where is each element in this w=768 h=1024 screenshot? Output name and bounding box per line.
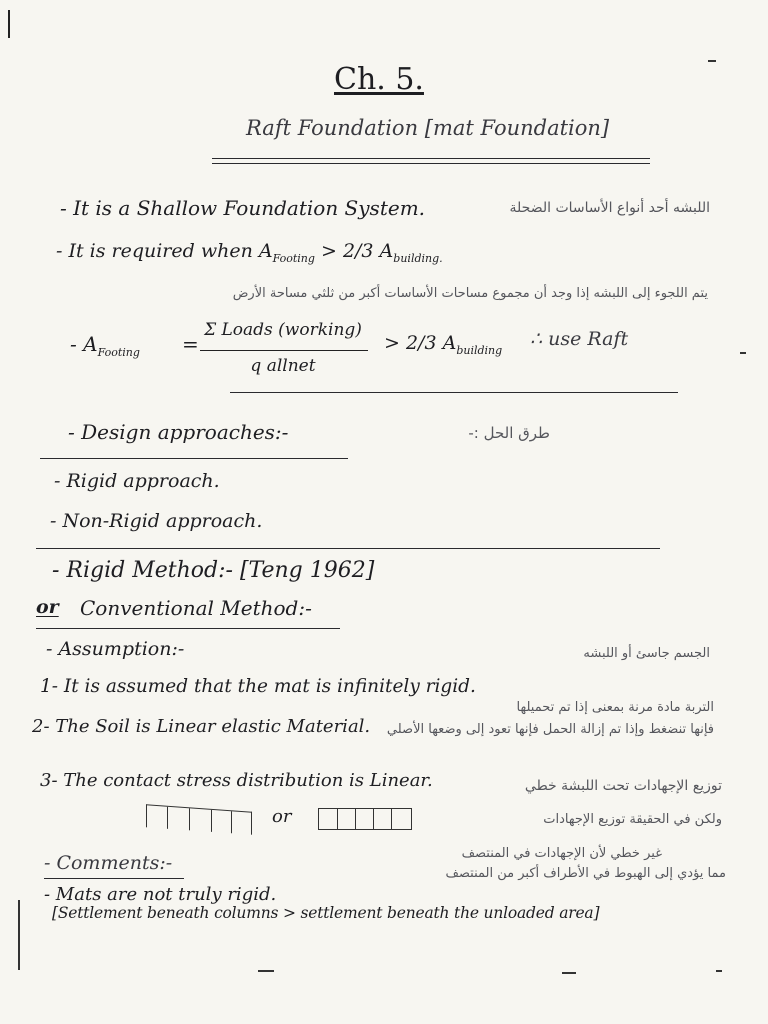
or-label: or (36, 596, 59, 618)
assumption-2: 2- The Soil is Linear elastic Material. (32, 716, 371, 737)
section-divider (230, 392, 678, 393)
stress-diagram-trapezoidal (146, 804, 252, 834)
section-divider (36, 548, 660, 549)
formula-rhs-text: > 2/3 A (384, 332, 457, 354)
chapter-title: Ch. 5. (334, 62, 424, 97)
assumption-arabic: الجسم جاسئ أو اللبشه (583, 646, 710, 661)
assumption-2-arabic-2: فإنها تنضغط وإذا تم إزالة الحمل فإنها تعود إلى وضعها الأصلي (386, 722, 714, 737)
formula-lhs-text: - A (70, 332, 98, 356)
ink-dot (708, 60, 716, 62)
rigid-heading: - Rigid Method:- [Teng 1962] (52, 558, 375, 583)
line2-sub2: building. (393, 251, 443, 265)
ink-dot (258, 970, 274, 972)
comments-arabic-2: مما يؤدي إلى الهبوط في الأطراف أكبر من المنتصف (445, 866, 726, 881)
design-item-rigid: - Rigid approach. (54, 470, 220, 492)
design-heading-arabic: طرق الحل :- (468, 424, 550, 442)
formula-result: ∴ use Raft (530, 328, 629, 350)
assumption-heading: - Assumption:- (46, 638, 185, 660)
fraction-bar (200, 350, 368, 351)
formula-denominator: q allnet (250, 356, 316, 376)
comments-underline (44, 878, 184, 879)
assumption-3: 3- The contact stress distribution is Linear. (40, 770, 433, 791)
line2-mid: > 2/3 A (320, 240, 394, 262)
heading-underline (40, 458, 348, 459)
comments-heading: - Comments:- (44, 852, 173, 874)
design-item-non-rigid: - Non-Rigid approach. (50, 510, 263, 532)
formula-lhs (70, 332, 140, 359)
assumption-2-arabic-1: التربة مادة مرنة بمعنى إذا تم تحميلها (516, 700, 714, 715)
line2-prefix: - It is required when A (56, 240, 273, 262)
page-edge-mark (18, 900, 20, 970)
page-title: Raft Foundation [mat Foundation] (246, 116, 610, 140)
comment-2: [Settlement beneath columns > settlement beneath the unloaded area] (52, 904, 600, 922)
intro-line-2 (56, 240, 443, 265)
formula-lhs-sub: Footing (97, 346, 140, 359)
formula-equals: = (182, 332, 199, 356)
formula-rhs-sub: building (456, 343, 503, 357)
formula (70, 320, 710, 390)
title-underline (212, 163, 650, 164)
design-heading: - Design approaches:- (68, 420, 289, 444)
ink-dot (562, 972, 576, 974)
ink-dot (740, 352, 746, 354)
stress-diagram-uniform (318, 808, 412, 830)
ink-dot (716, 970, 722, 972)
page-edge-mark (8, 10, 10, 38)
intro-line-1-arabic: اللبشه أحد أنواع الأساسات الضحلة (509, 200, 710, 216)
line2-sub1: Footing (272, 251, 315, 265)
diagram-or-label: or (272, 806, 292, 827)
title-underline (212, 158, 650, 159)
heading-underline (36, 628, 340, 629)
formula-numerator: Σ Loads (working) (204, 320, 362, 340)
comments-arabic-1: غير خطي لأن الإجهادات في المنتصف (461, 846, 662, 861)
comment-1: - Mats are not truly rigid. (44, 884, 277, 905)
intro-line-2-arabic: يتم اللجوء إلى اللبشه إذا وجد أن مجموع مساحات الأساسات أكبر من ثلثي مساحة الأرض (232, 286, 708, 301)
assumption-3-arabic-2: ولكن في الحقيقة توزيع الإجهادات (543, 812, 722, 827)
intro-line-1: - It is a Shallow Foundation System. (60, 196, 426, 220)
conventional-heading: Conventional Method:- (80, 596, 312, 620)
assumption-1: 1- It is assumed that the mat is infinitely rigid. (40, 676, 476, 697)
assumption-3-arabic-1: توزيع الإجهادات تحت اللبشة خطي (524, 778, 722, 794)
formula-rhs (384, 332, 502, 357)
